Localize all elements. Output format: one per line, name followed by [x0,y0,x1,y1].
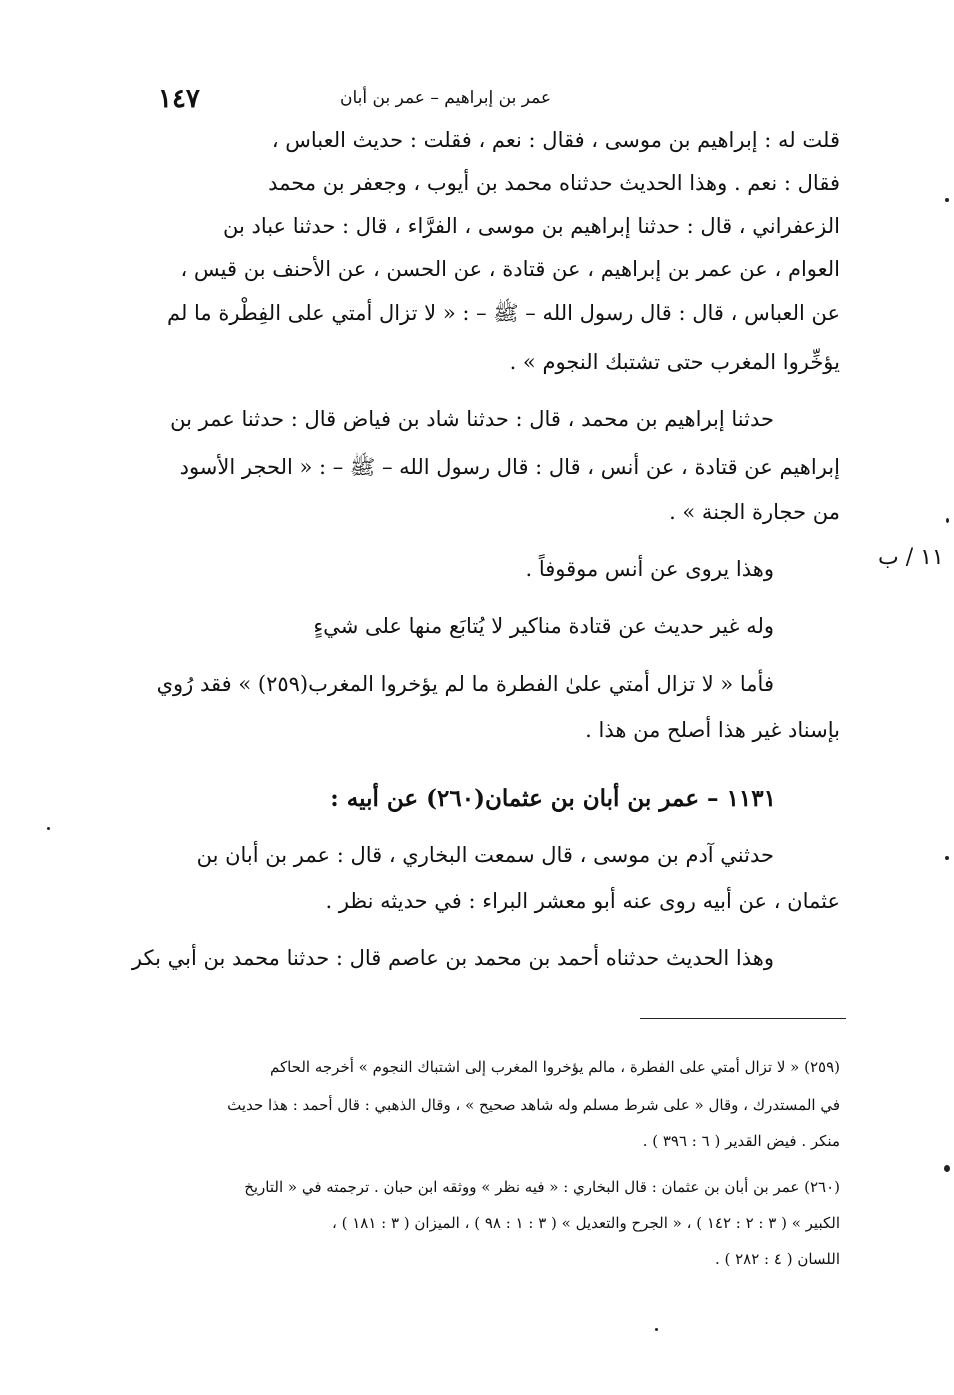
text-line: إبراهيم عن قتادة ، عن أنس ، قال : قال رسول الله – ﷺ – : « الحجر الأسود [179,455,840,479]
footnote-line: الكبير » ( ٣ : ٢ : ١٤٢ ) ، « الجرح والتعديل » ( ٣ : ١ : ٩٨ ) ، الميزان ( ٣ : ١٨١ ) ، [331,1214,840,1232]
footnote-line: منكر . فيض القدير ( ٦ : ٣٩٦ ) . [642,1132,840,1150]
text-line: وهذا يروى عن أنس موقوفاً . [525,557,774,581]
text-line: قلت له : إبراهيم بن موسى ، فقال : نعم ، فقلت : حديث العباس ، [271,128,840,152]
page-number: ١٤٧ [158,84,200,114]
text-line: وله غير حديث عن قتادة مناكير لا يُتابَع منها على شيءٍ [313,614,774,638]
footnote-line: في المستدرك ، وقال « على شرط مسلم وله شاهد صحيح » ، وقال الذهبي : قال أحمد : هذا حديث [227,1096,840,1114]
entry-heading: ١١٣١ – عمر بن أبان بن عثمان(٢٦٠) عن أبيه : [330,785,776,812]
text-line: وهذا الحديث حدثناه أحمد بن محمد بن عاصم قال : حدثنا محمد بن أبي بكر [131,946,774,970]
text-line: يؤخِّروا المغرب حتى تشتبك النجوم » . [509,350,840,374]
text-line: بإسناد غير هذا أصلح من هذا . [585,718,840,742]
scan-speck [945,856,949,860]
footnote-line: (٢٥٩) « لا تزال أمتي على الفطرة ، مالم يؤخروا المغرب إلى اشتباك النجوم » أخرجه الحاكم [269,1058,840,1076]
scan-speck [47,827,50,830]
scan-speck [655,1328,658,1331]
text-line: الزعفراني ، قال : حدثنا إبراهيم بن موسى ، الفرَّاء ، قال : حدثنا عباد بن [222,214,840,238]
scan-speck [944,1165,950,1172]
text-line: فقال : نعم . وهذا الحديث حدثناه محمد بن أيوب ، وجعفر بن محمد [268,171,840,195]
footnote-separator [640,1018,846,1019]
scan-speck [945,198,949,202]
footnote-line: اللسان ( ٤ : ٢٨٢ ) . [714,1250,840,1268]
text-line: حدثنا إبراهيم بن محمد ، قال : حدثنا شاد بن فياض قال : حدثنا عمر بن [170,407,774,431]
text-line: العوام ، عن عمر بن إبراهيم ، عن قتادة ، عن الحسن ، عن الأحنف بن قيس ، [180,257,840,281]
text-line: عثمان ، عن أبيه روى عنه أبو معشر البراء : في حديثه نظر . [325,889,840,913]
text-line: حدثني آدم بن موسى ، قال سمعت البخاري ، قال : عمر بن أبان بن [196,843,774,867]
footnote-line: (٢٦٠) عمر بن أبان بن عثمان : قال البخاري : « فيه نظر » ووثقه ابن حبان . ترجمته في « التاريخ [244,1178,840,1196]
running-title: عمر بن إبراهيم – عمر بن أبان [340,88,552,108]
text-line: من حجارة الجنة » . [669,500,840,524]
text-line: عن العباس ، قال : قال رسول الله – ﷺ – : « لا تزال أمتي على الفِطْرة ما لم [166,301,840,325]
scan-speck [946,518,949,523]
text-line: فأما « لا تزال أمتي علىٰ الفطرة ما لم يؤخروا المغرب(٢٥٩) » فقد رُوي [156,672,774,696]
margin-folio-note: ١١ / ب [878,545,944,570]
